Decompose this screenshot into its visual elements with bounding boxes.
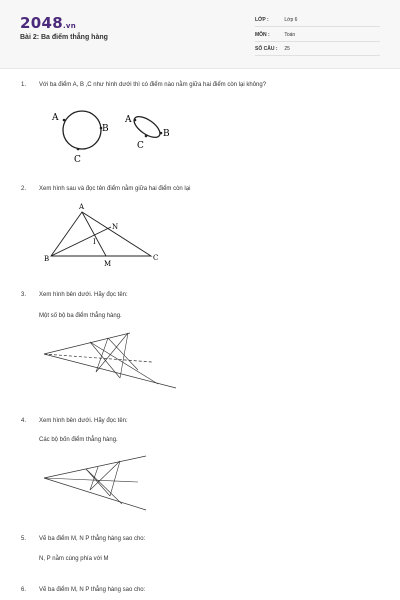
question-text: Với ba điểm A, B ,C như hình dưới thì có điểm nào nằm giữa hai điểm còn lại không? — [39, 82, 267, 88]
question-count-field — [255, 46, 290, 52]
class-label: LỚP : — [255, 17, 269, 23]
point-label-c: C — [137, 141, 144, 151]
figure-3-lines — [40, 328, 180, 396]
question-3-subtext: Một số bộ ba điểm thẳng hàng. — [39, 313, 122, 319]
worksheet-header — [0, 0, 400, 69]
point-label-c: C — [74, 155, 81, 165]
question-number: 1. — [21, 82, 27, 88]
site-logo[interactable]: 2048.vn — [20, 14, 77, 32]
point-label-a: A — [125, 115, 132, 125]
question-text: Xem hình bên dưới. Hãy đọc tên: — [39, 418, 128, 424]
point-label-b: B — [163, 129, 170, 139]
lesson-title: Bài 2: Ba điểm thẳng hàng — [20, 34, 108, 41]
question-number: 5. — [21, 536, 27, 542]
question-5-subtext: N, P nằm cùng phía với M — [39, 556, 109, 562]
point-label-c: C — [153, 254, 159, 262]
subject-label: MÔN : — [255, 32, 270, 38]
point-label-n: N — [112, 223, 119, 231]
subject-value: Toán — [284, 32, 296, 38]
figure-1-circle-points — [45, 105, 185, 170]
point-label-m: M — [104, 260, 112, 268]
question-count-value: 25 — [284, 46, 290, 52]
figure-2-triangle — [38, 200, 168, 270]
question-text: Xem hình sau và đọc tên điểm nằm giữa hai điểm còn lại — [39, 186, 191, 192]
figure-4-lines — [40, 452, 152, 514]
question-4-subtext: Các bộ bốn điểm thẳng hàng. — [39, 437, 118, 443]
point-label-a: A — [52, 113, 59, 123]
question-count-label: SỐ CÂU : — [255, 46, 278, 52]
subject-field — [255, 32, 295, 38]
question-number: 6. — [21, 587, 27, 593]
question-number: 4. — [21, 418, 27, 424]
point-label-a: A — [79, 203, 85, 211]
question-text: Vẽ ba điểm M, N P thẳng hàng sao cho: — [39, 587, 146, 593]
point-label-b: B — [102, 124, 109, 134]
question-text: Vẽ ba điểm M, N P thẳng hàng sao cho: — [39, 536, 146, 542]
point-label-b: B — [44, 255, 50, 263]
question-text: Xem hình bên dưới. Hãy đọc tên: — [39, 292, 128, 298]
class-value: Lớp 6 — [284, 17, 298, 23]
question-number: 2. — [21, 186, 27, 192]
point-label-i: I — [93, 238, 96, 246]
question-number: 3. — [21, 292, 27, 298]
class-field — [255, 17, 297, 23]
